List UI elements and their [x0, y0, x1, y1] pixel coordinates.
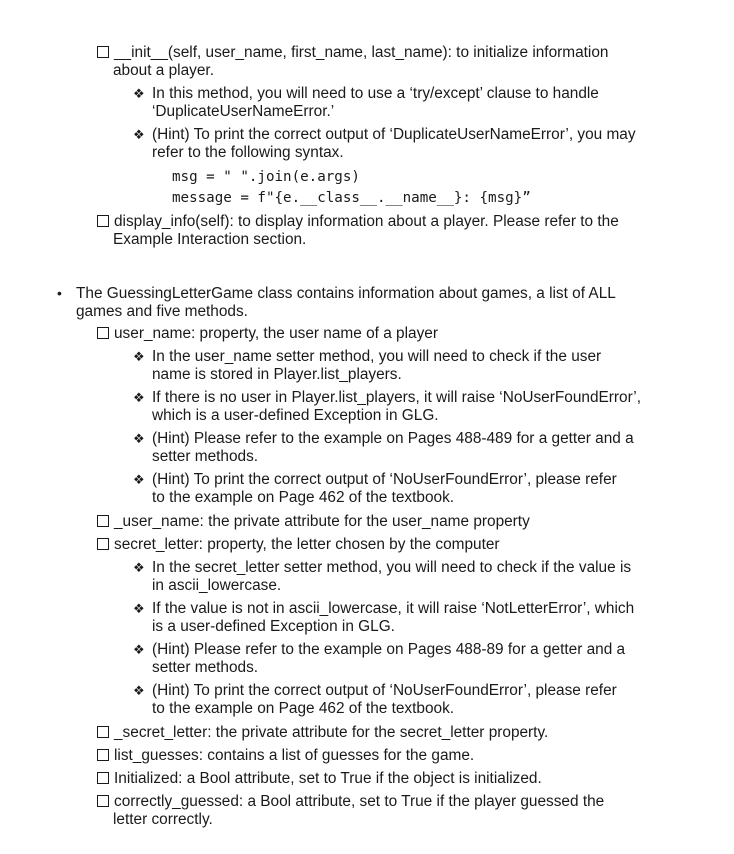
display-info-line-2: Example Interaction section.	[113, 231, 307, 248]
checkbox-icon	[97, 327, 109, 339]
secret-letter-sub-1	[133, 559, 631, 577]
text: (Hint) To print the correct output of ‘NoUserFoundError’, please refer	[152, 682, 617, 699]
text: (Hint) Please refer to the example on Pages 488-489 for a getter and a	[152, 430, 634, 447]
secret-letter-sub-2	[133, 600, 634, 618]
user-name-sub-3	[133, 430, 634, 448]
user-name-property	[97, 325, 438, 343]
user-name-sub-1-cont: name is stored in Player.list_players.	[152, 366, 402, 383]
text: list_guesses: contains a list of guesses for the game.	[114, 747, 475, 764]
text: _user_name: the private attribute for the user_name property	[114, 513, 530, 530]
text: Initialized: a Bool attribute, set to True if the object is initialized.	[114, 770, 542, 787]
diamond-bullet-icon: ❖	[133, 560, 145, 575]
initialized-line	[97, 770, 542, 788]
code-line-2: message = f"{e.__class__.__name__}: {msg}”	[172, 190, 531, 206]
secret-letter-sub-3	[133, 641, 625, 659]
diamond-bullet-icon: ❖	[133, 601, 145, 616]
secret-letter-sub-4-cont: to the example on Page 462 of the textbook.	[152, 700, 455, 717]
checkbox-icon	[97, 215, 109, 227]
diamond-bullet-icon: ❖	[133, 642, 145, 657]
text: user_name: property, the user name of a player	[114, 325, 438, 342]
diamond-bullet-icon: ❖	[133, 431, 145, 446]
text: In this method, you will need to use a ‘try/except’ clause to handle	[152, 85, 599, 102]
secret-letter-sub-1-cont: in ascii_lowercase.	[152, 577, 282, 594]
user-name-sub-2	[133, 389, 641, 407]
correctly-guessed-line-2: letter correctly.	[113, 811, 213, 828]
text: display_info(self): to display information about a player. Please refer to the	[114, 213, 619, 230]
diamond-bullet-icon: ❖	[133, 390, 145, 405]
user-name-sub-2-cont: which is a user-defined Exception in GLG.	[152, 407, 439, 424]
correctly-guessed-line	[97, 793, 604, 811]
text: secret_letter: property, the letter chosen by the computer	[114, 536, 500, 553]
code-line-1: msg = " ".join(e.args)	[172, 169, 360, 185]
text: (Hint) Please refer to the example on Pages 488-89 for a getter and a	[152, 641, 626, 658]
text: _secret_letter: the private attribute for the secret_letter property.	[114, 724, 549, 741]
init-method-line-2: about a player.	[113, 62, 214, 79]
checkbox-icon	[97, 749, 109, 761]
diamond-bullet-icon: ❖	[133, 472, 145, 487]
init-sub-2-cont: refer to the following syntax.	[152, 144, 344, 161]
checkbox-icon	[97, 772, 109, 784]
checkbox-icon	[97, 515, 109, 527]
checkbox-icon	[97, 795, 109, 807]
secret-letter-sub-4	[133, 682, 617, 700]
list-guesses-line	[97, 747, 474, 765]
diamond-bullet-icon: ❖	[133, 127, 145, 142]
text: If the value is not in ascii_lowercase, it will raise ‘NotLetterError’, which	[152, 600, 635, 617]
user-name-sub-1	[133, 348, 601, 366]
text: In the user_name setter method, you will need to check if the user	[152, 348, 602, 365]
init-sub-1-cont: ‘DuplicateUserNameError.’	[152, 103, 335, 120]
text: If there is no user in Player.list_players, it will raise ‘NoUserFoundError’,	[152, 389, 641, 406]
init-method-line	[97, 44, 608, 62]
user-name-sub-4	[133, 471, 617, 489]
secret-letter-property	[97, 536, 500, 554]
game-intro: The GuessingLetterGame class contains information about games, a list of ALL	[76, 285, 616, 302]
init-sub-1	[133, 85, 599, 103]
game-intro-2: games and five methods.	[76, 303, 248, 320]
user-name-sub-3-cont: setter methods.	[152, 448, 259, 465]
checkbox-icon	[97, 726, 109, 738]
secret-letter-sub-3-cont: setter methods.	[152, 659, 259, 676]
text: __init__(self, user_name, first_name, last_name): to initialize information	[114, 44, 609, 61]
private-secret-letter-line	[97, 724, 548, 742]
diamond-bullet-icon: ❖	[133, 683, 145, 698]
text: correctly_guessed: a Bool attribute, set to True if the player guessed the	[114, 793, 605, 810]
diamond-bullet-icon: ❖	[133, 86, 145, 101]
checkbox-icon	[97, 46, 109, 58]
text: (Hint) To print the correct output of ‘NoUserFoundError’, please refer	[152, 471, 617, 488]
bullet-icon: •	[57, 285, 62, 301]
text: In the secret_letter setter method, you will need to check if the value is	[152, 559, 632, 576]
init-sub-2	[133, 126, 636, 144]
user-name-sub-4-cont: to the example on Page 462 of the textbook.	[152, 489, 455, 506]
display-info-line	[97, 213, 619, 231]
checkbox-icon	[97, 538, 109, 550]
secret-letter-sub-2-cont: is a user-defined Exception in GLG.	[152, 618, 395, 635]
private-user-name-line	[97, 513, 530, 531]
text: (Hint) To print the correct output of ‘DuplicateUserNameError’, you may	[152, 126, 636, 143]
diamond-bullet-icon: ❖	[133, 349, 145, 364]
